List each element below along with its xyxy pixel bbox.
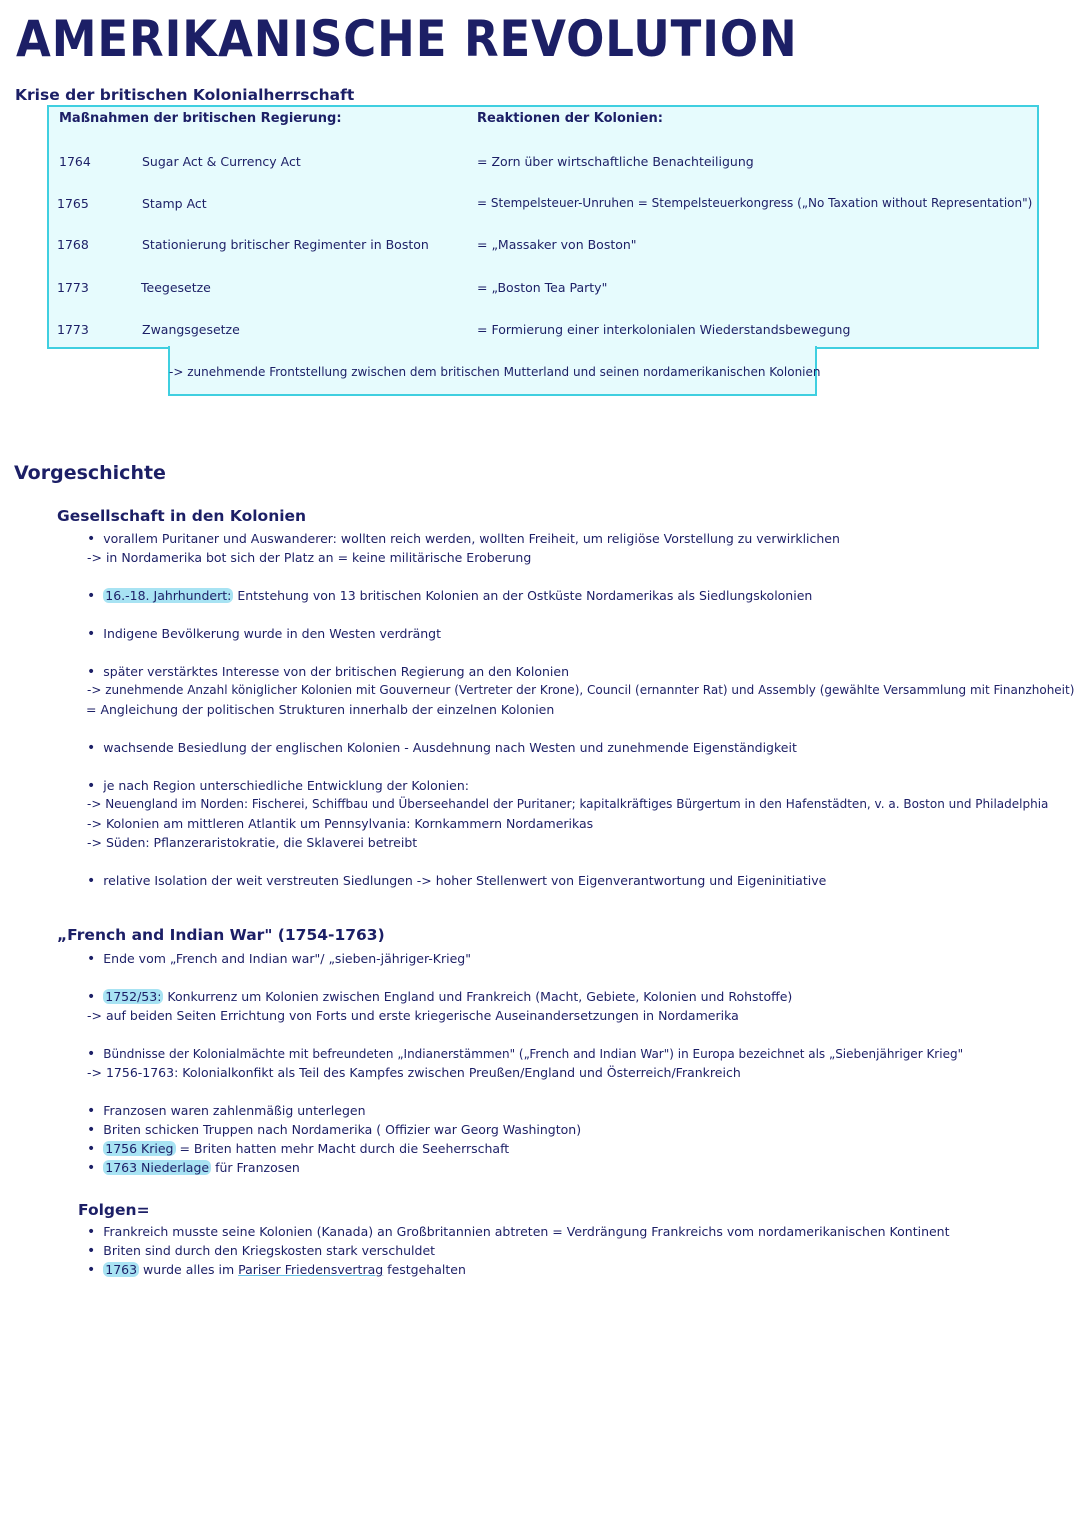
list-item: • je nach Region unterschiedliche Entwicklung der Kolonien: xyxy=(87,778,469,794)
subheading-gesellschaft: Gesellschaft in den Kolonien xyxy=(57,507,307,525)
highlight: 1763 xyxy=(105,1262,138,1277)
list-item-text: festgehalten xyxy=(383,1262,466,1277)
row-year: 1773 xyxy=(57,280,89,295)
conclusion-text: -> zunehmende Frontstellung zwischen dem britischen Mutterland und seinen nordamerikanischen Kolonien xyxy=(169,365,821,379)
row-reaction: = „Massaker von Boston" xyxy=(477,237,637,252)
list-item: • Bündnisse der Kolonialmächte mit befreundeten „Indianerstämmen" („French and Indian War") in Europa bezeichnet als „Siebenjähriger Krieg" xyxy=(87,1046,963,1062)
row-reaction: = Zorn über wirtschaftliche Benachteiligung xyxy=(477,154,754,169)
row-measure: Stationierung britischer Regimenter in Boston xyxy=(142,237,429,252)
list-item: • wachsende Besiedlung der englischen Kolonien - Ausdehnung nach Westen und zunehmende Eigenständigkeit xyxy=(87,740,797,756)
list-item-continuation: -> 1756-1763: Kolonialkonfikt als Teil des Kampfes zwischen Preußen/England und Österreich/Frankreich xyxy=(87,1065,741,1080)
row-year: 1773 xyxy=(57,322,89,337)
list-item: • später verstärktes Interesse von der britischen Regierung an den Kolonien xyxy=(87,664,569,680)
row-reaction: = „Boston Tea Party" xyxy=(477,280,608,295)
list-item xyxy=(87,588,812,604)
list-item xyxy=(87,1160,300,1176)
highlight: 16.-18. Jahrhundert: xyxy=(105,588,232,603)
list-item: • relative Isolation der weit verstreuten Siedlungen -> hoher Stellenwert von Eigenverantwortung und Eigeninitiative xyxy=(87,873,826,889)
list-item-text: Entstehung von 13 britischen Kolonien an der Ostküste Nordamerikas als Siedlungskolonien xyxy=(233,588,813,603)
list-item xyxy=(87,1141,509,1157)
list-item-text: für Franzosen xyxy=(211,1160,300,1175)
list-item xyxy=(87,989,792,1005)
column-header-reactions: Reaktionen der Kolonien: xyxy=(477,111,663,126)
highlight: 1752/53: xyxy=(105,989,162,1004)
list-item: • vorallem Puritaner und Auswanderer: wollten reich werden, wollten Freiheit, um religiöse Vorstellung zu verwirklichen xyxy=(87,531,840,547)
subheading-folgen: Folgen= xyxy=(78,1201,150,1219)
section-heading-vorgeschichte: Vorgeschichte xyxy=(14,462,166,484)
highlight: 1756 Krieg xyxy=(105,1141,174,1156)
row-year: 1768 xyxy=(57,237,89,252)
row-measure: Teegesetze xyxy=(141,280,211,295)
list-item-continuation: -> Süden: Pflanzeraristokratie, die Sklaverei betreibt xyxy=(87,835,418,850)
list-item xyxy=(87,1262,466,1278)
row-year: 1764 xyxy=(59,154,91,169)
list-item: • Indigene Bevölkerung wurde in den Westen verdrängt xyxy=(87,626,441,642)
row-reaction: = Formierung einer interkolonialen Wiederstandsbewegung xyxy=(477,322,851,337)
list-item: • Briten sind durch den Kriegskosten stark verschuldet xyxy=(87,1243,435,1259)
list-item-continuation: = Angleichung der politischen Strukturen innerhalb der einzelnen Kolonien xyxy=(86,702,555,717)
row-measure: Sugar Act & Currency Act xyxy=(142,154,301,169)
list-item: • Briten schicken Truppen nach Nordamerika ( Offizier war Georg Washington) xyxy=(87,1122,581,1138)
list-item: • Frankreich musste seine Kolonien (Kanada) an Großbritannien abtreten = Verdrängung Frankreichs vom nordamerikanischen Kontinent xyxy=(87,1224,950,1240)
list-item-continuation: -> Kolonien am mittleren Atlantik um Pennsylvania: Kornkammern Nordamerikas xyxy=(87,816,594,831)
list-item: • Ende vom „French and Indian war"/ „sieben-jähriger-Krieg" xyxy=(87,951,471,967)
list-item-continuation: -> Neuengland im Norden: Fischerei, Schiffbau und Überseehandel der Puritaner; kapitalkräftiges Bürgertum in den Hafenstädten, v. a. Boston und Philadelphia xyxy=(87,797,1049,811)
list-item-text: = Briten hatten mehr Macht durch die Seeherrschaft xyxy=(175,1141,510,1156)
underlined-text: Pariser Friedensvertrag xyxy=(238,1262,384,1277)
list-item-text: wurde alles im xyxy=(139,1262,239,1277)
row-measure: Stamp Act xyxy=(142,196,207,211)
row-measure: Zwangsgesetze xyxy=(142,322,240,337)
list-item-continuation: -> zunehmende Anzahl königlicher Kolonien mit Gouverneur (Vertreter der Krone), Council (ernannter Rat) und Assembly (gewählte Versammlung mit Finanzhoheit) xyxy=(87,683,1075,697)
list-item-continuation: -> in Nordamerika bot sich der Platz an = keine militärische Eroberung xyxy=(87,550,532,565)
column-header-measures: Maßnahmen der britischen Regierung: xyxy=(59,111,342,126)
list-item-text: Konkurrenz um Kolonien zwischen England und Frankreich (Macht, Gebiete, Kolonien und Rohstoffe) xyxy=(163,989,793,1004)
measures-table-box xyxy=(47,105,1039,349)
highlight: 1763 Niederlage xyxy=(105,1160,210,1175)
page-title: AMERIKANISCHE REVOLUTION xyxy=(16,10,798,68)
row-reaction: = Stempelsteuer-Unruhen = Stempelsteuerkongress („No Taxation without Representation") xyxy=(477,196,1033,210)
list-item: • Franzosen waren zahlenmäßig unterlegen xyxy=(87,1103,366,1119)
section-heading-krise: Krise der britischen Kolonialherrschaft xyxy=(15,86,355,104)
list-item-continuation: -> auf beiden Seiten Errichtung von Forts und erste kriegerische Auseinandersetzungen in Nordamerika xyxy=(87,1008,739,1023)
subheading-french-indian-war: „French and Indian War" (1754-1763) xyxy=(57,926,385,944)
row-year: 1765 xyxy=(57,196,89,211)
